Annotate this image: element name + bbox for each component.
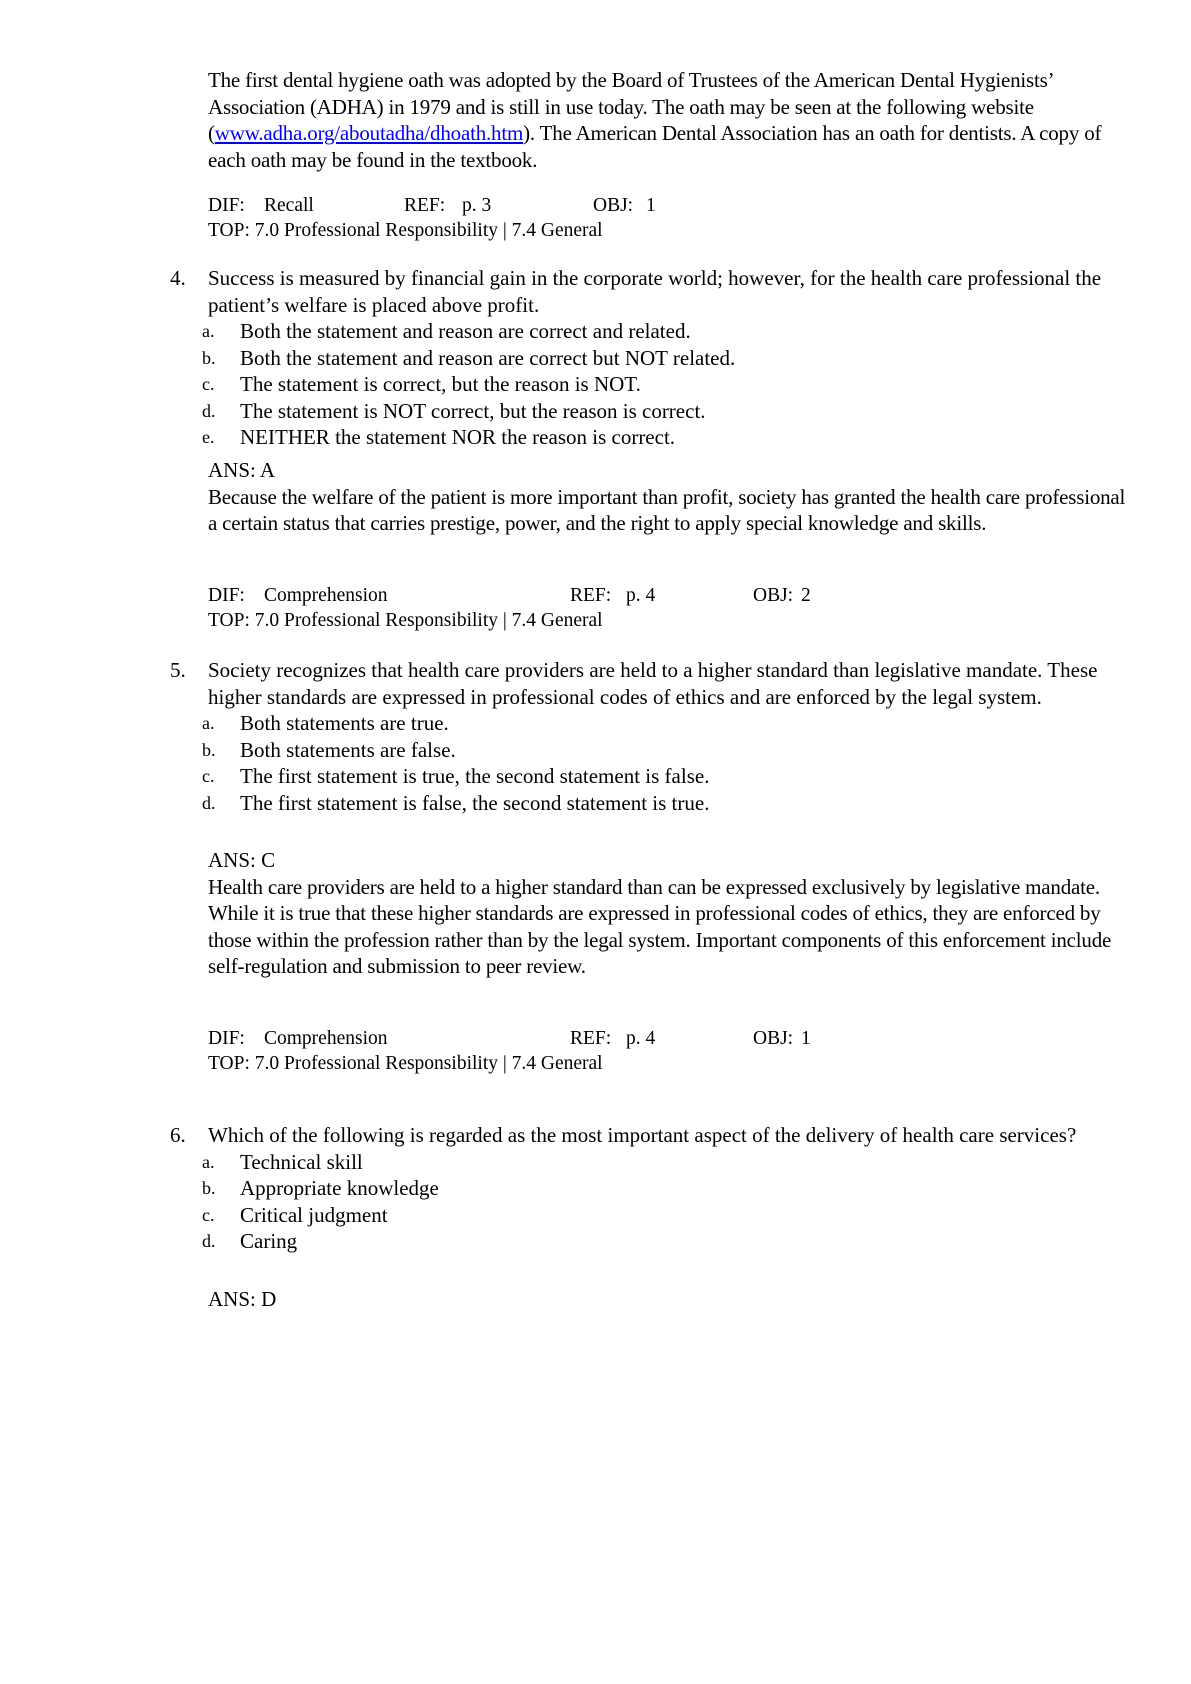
option-letter: c. [202,374,215,394]
obj-label: OBJ: [753,585,794,606]
ref-value: p. 4 [626,585,656,606]
option-letter: b. [202,739,216,760]
obj-value: 2 [801,585,811,606]
option-letter: b. [202,347,216,368]
option-c [202,371,1130,398]
answer-key: ANS: D [208,1287,277,1311]
intro-metadata [208,193,1108,243]
option-d [202,1228,1130,1255]
ref-label: REF: [570,585,612,606]
answer-6 [208,1286,1128,1313]
question-4 [170,265,1130,451]
question-number: 6. [170,1123,186,1147]
option-d [202,398,1130,425]
question-stem: Which of the following is regarded as the most important aspect of the delivery of health care services? [208,1123,1077,1147]
intro-paragraph [208,67,1128,173]
rationale: Health care providers are held to a higher standard than can be expressed exclusively by legislative mandate. While it is true that these higher standards are expressed in professional codes of ethics, they are enforced by those within the profession rather than by the legal system. Important components of this enforcement include self-regulation and submission to peer review. [208,874,1112,978]
option-a [202,1149,1130,1176]
oath-website-link[interactable]: www.adha.org/aboutadha/dhoath.htm [214,121,524,145]
dif-value: Comprehension [264,585,388,606]
ref-label: REF: [570,1028,612,1049]
option-letter: d. [202,400,216,421]
dif-label: DIF: [208,585,245,606]
dif-label: DIF: [208,1028,245,1049]
obj-value: 1 [646,195,656,216]
option-text: The statement is NOT correct, but the reason is correct. [240,398,706,423]
option-letter: d. [202,792,216,813]
question-number: 4. [170,266,186,290]
answer-5 [208,847,1128,980]
option-letter: d. [202,1231,216,1251]
obj-label: OBJ: [753,1028,794,1049]
option-e [202,424,1130,451]
option-b [202,1175,1130,1202]
option-letter: b. [202,1178,216,1198]
question-stem: Success is measured by financial gain in the corporate world; however, for the health care professional the patient’s welfare is placed above profit. [208,266,1102,317]
option-letter: c. [202,766,215,786]
option-a [202,710,1130,737]
topic: TOP: 7.0 Professional Responsibility | 7.4 General [208,220,603,241]
option-letter: c. [202,1204,215,1225]
question-5-metadata [208,1026,1108,1076]
option-c [202,1202,1130,1229]
dif-value: Recall [264,195,314,216]
answer-key: ANS: A [208,458,276,482]
intro-text-before-link: The first dental hygiene oath was adopted by the Board of Trustees of the American Dental Hygienists’ Association (ADHA) in 1979 and is still in use today. The oath may be seen at the following website ( [208,68,1053,145]
option-text: Caring [240,1229,298,1253]
option-text: The statement is correct, but the reason is NOT. [240,372,641,396]
obj-label: OBJ: [593,195,634,216]
option-d [202,790,1130,817]
option-text: Both statements are true. [240,711,449,735]
option-b [202,345,1130,372]
dif-value: Comprehension [264,1028,388,1049]
option-text: Both the statement and reason are correct but NOT related. [240,345,736,370]
ref-value: p. 4 [626,1028,656,1049]
question-6 [170,1122,1130,1255]
topic: TOP: 7.0 Professional Responsibility | 7.4 General [208,1053,603,1074]
option-a [202,318,1130,345]
question-stem: Society recognizes that health care providers are held to a higher standard than legislative mandate. These higher standards are expressed in professional codes of ethics and are enforced by the legal system. [208,658,1098,709]
answer-4 [208,457,1128,537]
option-letter: a. [202,1151,215,1172]
option-b [202,737,1130,764]
option-text: NEITHER the statement NOR the reason is correct. [240,425,676,449]
option-text: Appropriate knowledge [240,1176,439,1200]
option-text: Both statements are false. [240,737,456,762]
option-text: Both the statement and reason are correct and related. [240,319,691,343]
option-text: The first statement is true, the second statement is false. [240,764,710,788]
option-letter: a. [202,321,215,341]
dif-label: DIF: [208,195,245,216]
option-c [202,763,1130,790]
option-letter: a. [202,713,215,733]
question-4-metadata [208,583,1108,633]
rationale: Because the welfare of the patient is more important than profit, society has granted the health care professional a certain status that carries prestige, power, and the right to apply special knowledge and skills. [208,484,1126,535]
option-letter: e. [202,427,215,447]
question-5 [170,657,1130,816]
answer-key: ANS: C [208,848,276,872]
intro-text-after-link: ). The American Dental Association has an oath for dentists. A copy of each oath may be found in the textbook. [208,121,1102,172]
option-text: The first statement is false, the second statement is true. [240,790,710,815]
ref-value: p. 3 [462,195,492,216]
option-text: Critical judgment [240,1202,388,1227]
topic: TOP: 7.0 Professional Responsibility | 7.4 General [208,610,603,631]
option-text: Technical skill [240,1149,363,1174]
ref-label: REF: [404,195,446,216]
obj-value: 1 [801,1028,811,1049]
question-number: 5. [170,658,186,682]
